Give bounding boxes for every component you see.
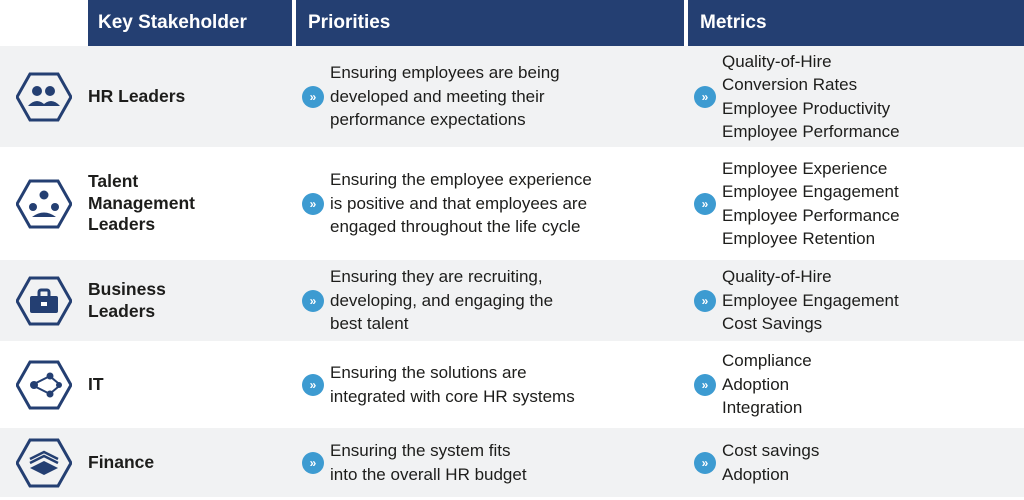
header-key-stakeholder: Key Stakeholder bbox=[88, 0, 296, 46]
metrics-text: Employee Experience Employee Engagement Employee Performance Employee Retention bbox=[722, 158, 900, 248]
row-arrow-priorities bbox=[296, 150, 330, 257]
priorities-text: Ensuring the system fits into the overall HR budget bbox=[330, 441, 527, 484]
stakeholder-name: IT bbox=[88, 373, 104, 394]
chevron-right-icon: » bbox=[694, 374, 716, 396]
chevron-right-icon: » bbox=[302, 290, 324, 312]
metrics-text: Quality-of-Hire Conversion Rates Employee Productivity Employee Performance bbox=[722, 51, 900, 141]
chevron-right-icon: » bbox=[302, 193, 324, 215]
priorities-text: Ensuring employees are being developed and meeting their performance expectations bbox=[330, 63, 560, 130]
row-icon-cell bbox=[0, 428, 88, 497]
row-arrow-metrics bbox=[688, 344, 722, 425]
table-row bbox=[0, 260, 1024, 344]
people-group-hex-icon bbox=[16, 72, 72, 122]
stakeholder-name: Finance bbox=[88, 451, 155, 472]
header-icon-spacer bbox=[0, 0, 88, 46]
row-icon-cell bbox=[0, 344, 88, 425]
priorities-text: Ensuring the solutions are integrated with core HR systems bbox=[330, 363, 575, 406]
stakeholder-name: Talent Management Leaders bbox=[88, 170, 195, 235]
row-arrow-metrics bbox=[688, 46, 722, 147]
row-icon-cell bbox=[0, 46, 88, 147]
chevron-right-icon: » bbox=[302, 374, 324, 396]
row-arrow-priorities bbox=[296, 260, 330, 341]
row-arrow-priorities bbox=[296, 344, 330, 425]
table-row bbox=[0, 344, 1024, 428]
stakeholder-name: HR Leaders bbox=[88, 85, 186, 106]
circuit-network-hex-icon bbox=[16, 360, 72, 410]
priorities-text: Ensuring they are recruiting, developing, and engaging the best talent bbox=[330, 267, 554, 334]
row-arrow-metrics bbox=[688, 260, 722, 341]
header-metrics: Metrics bbox=[688, 0, 1024, 46]
table-header-row bbox=[0, 0, 1024, 46]
row-arrow-priorities bbox=[296, 428, 330, 497]
money-stack-hex-icon bbox=[16, 438, 72, 488]
header-priorities: Priorities bbox=[296, 0, 688, 46]
row-arrow-metrics bbox=[688, 428, 722, 497]
metrics-text: Cost savings Adoption bbox=[722, 441, 820, 484]
metrics-text: Compliance Adoption Integration bbox=[722, 351, 812, 418]
priorities-text: Ensuring the employee experience is positive and that employees are engaged throughout the life cycle bbox=[330, 170, 592, 237]
row-icon-cell bbox=[0, 150, 88, 257]
talent-management-hex-icon bbox=[16, 179, 72, 229]
chevron-right-icon: » bbox=[302, 452, 324, 474]
row-arrow-priorities bbox=[296, 46, 330, 147]
row-icon-cell bbox=[0, 260, 88, 341]
table-row bbox=[0, 428, 1024, 500]
row-arrow-metrics bbox=[688, 150, 722, 257]
chevron-right-icon: » bbox=[694, 290, 716, 312]
chevron-right-icon: » bbox=[694, 193, 716, 215]
stakeholder-name: Business Leaders bbox=[88, 278, 166, 321]
chevron-right-icon: » bbox=[694, 452, 716, 474]
table-row bbox=[0, 150, 1024, 260]
table-row bbox=[0, 46, 1024, 150]
chevron-right-icon: » bbox=[694, 86, 716, 108]
briefcase-hex-icon bbox=[16, 276, 72, 326]
chevron-right-icon: » bbox=[302, 86, 324, 108]
metrics-text: Quality-of-Hire Employee Engagement Cost Savings bbox=[722, 267, 899, 334]
